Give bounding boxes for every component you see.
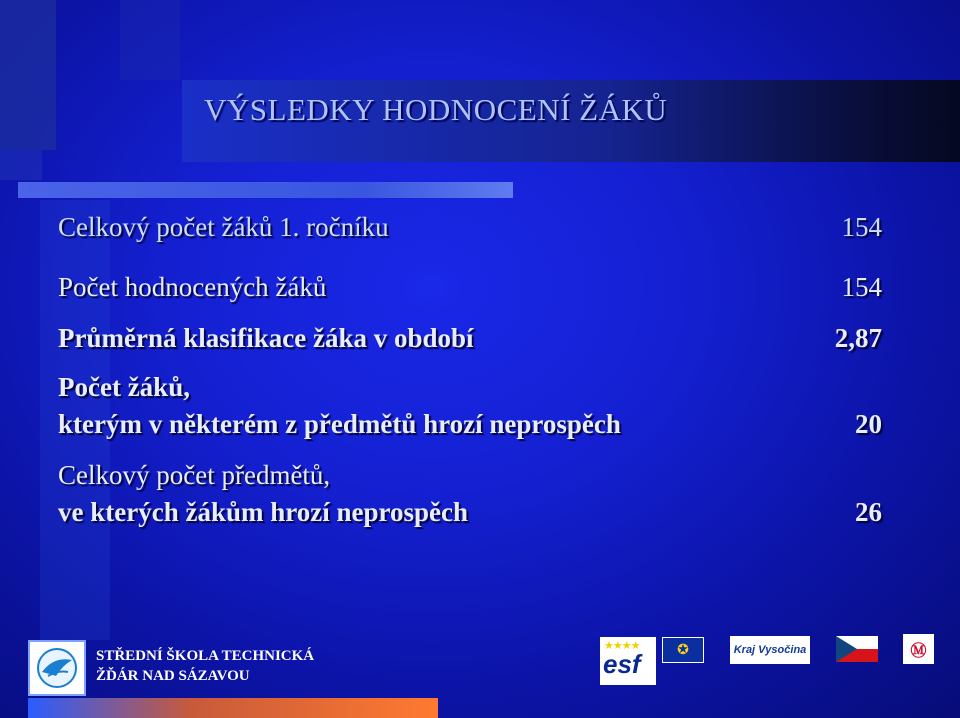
slide-title: VÝSLEDKY HODNOCENÍ ŽÁKŮ	[204, 92, 668, 127]
kraj-vysocina-logo: Kraj Vysočina	[730, 636, 810, 664]
stat-value: 20	[855, 409, 882, 439]
stat-value: 154	[841, 272, 882, 302]
stat-value: 2,87	[834, 323, 882, 353]
czech-flag-icon	[836, 636, 878, 662]
footer-strip	[28, 698, 438, 718]
stat-value: 154	[841, 212, 882, 242]
stat-value: 26	[855, 497, 882, 527]
decor-square	[0, 150, 42, 180]
stat-label-line2: kterým v některém z předmětů hrozí neprospěch	[58, 409, 621, 439]
stat-label: Průměrná klasifikace žáka v období	[58, 323, 474, 353]
stat-row-failing-subjects	[58, 458, 882, 528]
eu-flag-icon: ✪	[662, 637, 704, 663]
stat-row-failing-students	[58, 370, 882, 440]
title-underline	[18, 182, 513, 198]
school-name-line1: STŘEDNÍ ŠKOLA TECHNICKÁ	[96, 648, 315, 664]
stars-icon: ★★★★	[604, 640, 640, 652]
stat-label: Celkový počet žáků 1. ročníku	[58, 212, 389, 242]
school-emblem-icon	[34, 646, 80, 690]
decor-square	[0, 0, 56, 150]
msmt-logo: Ⓜ	[903, 634, 934, 664]
stat-label-line1: Počet žáků,	[58, 372, 190, 402]
decor-square	[120, 0, 180, 80]
school-logo	[28, 640, 86, 696]
stat-label-line1: Celkový počet předmětů,	[58, 460, 331, 490]
stat-label: Počet hodnocených žáků	[58, 272, 327, 302]
esf-logo: ★★★★ esf	[600, 637, 656, 685]
stat-label-line2: ve kterých žákům hrozí neprospěch	[58, 497, 468, 527]
school-name-line2: ŽĎÁR NAD SÁZAVOU	[96, 668, 250, 684]
